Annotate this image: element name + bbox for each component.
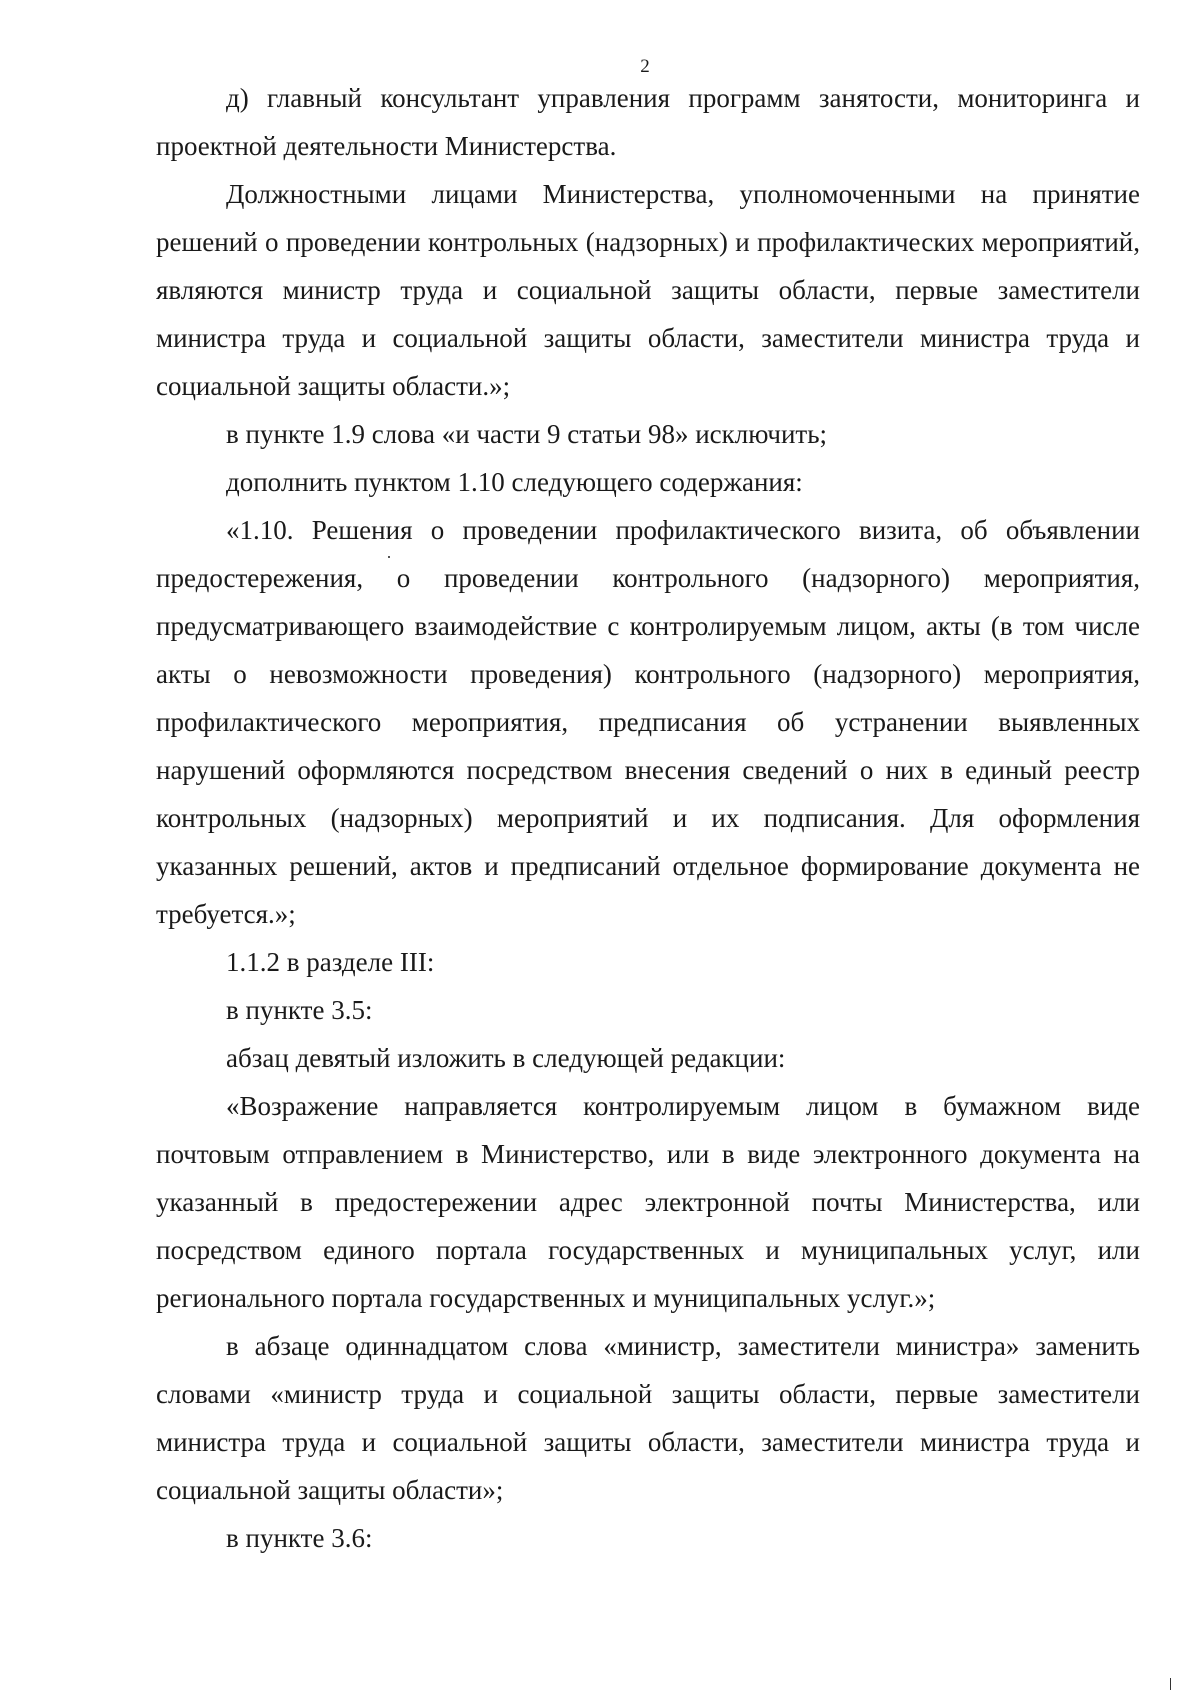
paragraph-clause-1-10-text: «1.10. Решения о проведении профилактического визита, об объявлении предостережения, о проведении контрольного (надзорного) мероприятия, предусматривающего взаимодействие с контролируемым лицом, акты (в том числе акты о невозможности проведения) контрольного (надзорного) мероприятия, профилактического мероприятия, предписания об устранении выявленных нарушений оформляются посредством внесения сведений о них в единый реестр контрольных (надзорных) мероприятий и их подписания. Для оформления указанных решений, актов и предписаний отдельное формирование документа не требуется.»; [156,515,1140,929]
paragraph-clause-1-9: в пункте 1.9 слова «и части 9 статьи 98» исключить; [226,419,828,449]
scan-margin-mark [1170,1678,1171,1690]
paragraph-clause-3-5: в пункте 3.5: [226,995,373,1025]
document-body [156,74,1140,1562]
paragraph-clause-3-6: в пункте 3.6: [226,1523,373,1553]
paragraph-objection-text: «Возражение направляется контролируемым лицом в бумажном виде почтовым отправлением в Министерство, или в виде электронного документа на указанный в предостережении адрес электронной почты Министерства, или посредством единого портала государственных и муниципальных услуг, или регионального портала государственных и муниципальных услуг.»; [156,1091,1140,1313]
paragraph-item-d: д) главный консультант управления программ занятости, мониторинга и проектной деятельности Министерства. [156,83,1140,161]
paragraph-authorized-officials: Должностными лицами Министерства, уполномоченными на принятие решений о проведении контрольных (надзорных) и профилактических мероприятий, являются министр труда и социальной защиты области, первые заместители министра труда и социальной защиты области, заместители министра труда и социальной защиты области.»; [156,179,1140,401]
page-number: 2 [640,56,650,77]
paragraph-eleventh-abzac: в абзаце одиннадцатом слова «министр, заместители министра» заменить словами «министр труда и социальной защиты области, первые заместители министра труда и социальной защиты области, заместители министра труда и социальной защиты области»; [156,1331,1140,1505]
scan-speck [388,556,390,558]
paragraph-add-clause-1-10: дополнить пунктом 1.10 следующего содержания: [226,467,803,497]
paragraph-section-iii: 1.1.2 в разделе III: [226,947,435,977]
paragraph-ninth-abzac: абзац девятый изложить в следующей редакции: [226,1043,786,1073]
